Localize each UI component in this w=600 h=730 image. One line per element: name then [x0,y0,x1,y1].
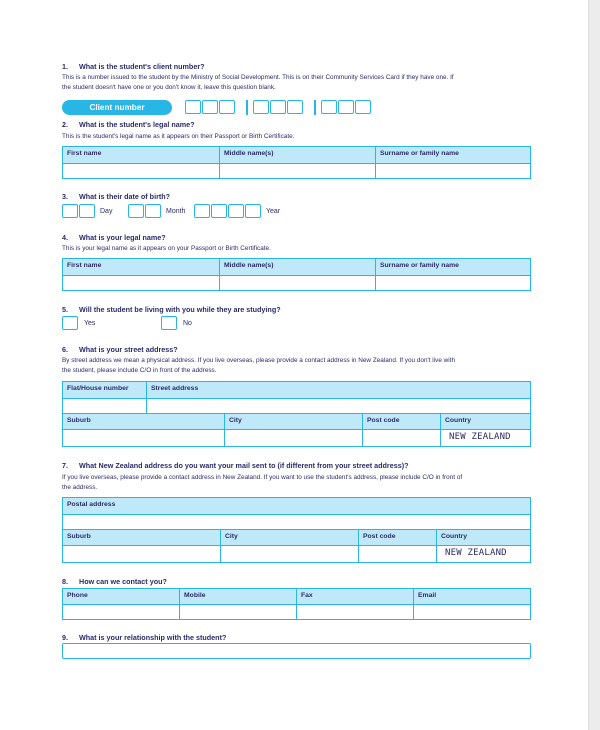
q7-desc-line1: If you live overseas, please provide a contact address in New Zealand. If you want to use the student's address, please include C/O in front of [62,474,463,481]
no-checkbox[interactable] [161,316,177,330]
suburb-input[interactable] [63,430,225,446]
col-flat-house-number: Flat/House number [63,382,147,399]
q2-desc: This is the student's legal name as it appears on their Passport or Birth Certificate. [62,133,295,140]
col-surname: Surname or family name [376,259,530,276]
q5-title-text: Will the student be living with you while they are studying? [79,305,281,314]
dob-day-label: Day [100,208,113,215]
post-code-input[interactable] [363,430,441,446]
client-number-label: Client number [62,100,172,115]
col-city: City [221,530,359,546]
city-input[interactable] [225,430,363,446]
dob-day-box-2[interactable] [79,204,95,218]
dob-day-box-1[interactable] [62,204,78,218]
col-street-address: Street address [147,382,530,399]
col-suburb: Suburb [63,414,225,430]
q4-desc: This is your legal name as it appears on your Passport or Birth Certificate. [62,245,271,252]
client-number-box-1[interactable] [185,100,201,114]
parent-surname-input[interactable] [376,276,530,290]
phone-input[interactable] [63,605,180,619]
q6-number: 6. [62,345,68,354]
col-fax: Fax [297,589,414,605]
street-address-grid [62,381,531,447]
q3-title [62,192,170,201]
postal-post-code-input[interactable] [359,546,437,562]
email-input[interactable] [414,605,530,619]
col-post-code: Post code [363,414,441,430]
q5-title [62,305,281,314]
yes-checkbox[interactable] [62,316,78,330]
dob-month-label: Month [166,208,186,215]
q5-number: 5. [62,305,68,314]
postal-country-input[interactable] [437,546,530,562]
postal-address-input[interactable] [63,515,530,530]
client-number-box-4[interactable] [253,100,269,114]
col-middle-name: Middle name(s) [220,259,376,276]
q9-title-text: What is your relationship with the student? [79,633,227,642]
col-surname: Surname or family name [376,147,530,164]
q7-number: 7. [62,461,68,470]
col-middle-name: Middle name(s) [220,147,376,164]
contact-grid [62,588,531,620]
dob-year-box-2[interactable] [211,204,227,218]
q7-title-text: What New Zealand address do you want your mail sent to (if different from your street address)? [79,461,409,470]
dob-year-box-4[interactable] [245,204,261,218]
client-number-box-5[interactable] [270,100,286,114]
client-number-box-8[interactable] [338,100,354,114]
col-first-name: First name [63,259,220,276]
q1-title-text: What is the student's client number? [79,62,205,71]
dob-month-box-1[interactable] [128,204,144,218]
client-number-box-2[interactable] [202,100,218,114]
q1-desc-line1: This is a number issued to the student by the Ministry of Social Development. This is on their Community Services Card if they have one. If [62,74,454,81]
parent-first-name-input[interactable] [63,276,220,290]
client-number-separator [246,100,248,115]
country-input[interactable] [441,430,530,446]
street-address-input[interactable] [147,399,530,414]
postal-address-grid [62,497,531,563]
dob-year-label: Year [266,208,281,215]
col-mobile: Mobile [180,589,297,605]
q6-title-text: What is your street address? [79,345,178,354]
student-first-name-input[interactable] [63,164,220,178]
col-phone: Phone [63,589,180,605]
postal-country-value: NEW ZEALAND [445,548,507,558]
q2-title [62,120,195,129]
student-name-grid [62,146,531,179]
student-middle-name-input[interactable] [220,164,376,178]
country-value: NEW ZEALAND [449,432,511,442]
client-number-box-9[interactable] [355,100,371,114]
dob-year-box-3[interactable] [228,204,244,218]
client-number-box-3[interactable] [219,100,235,114]
q9-number: 9. [62,633,68,642]
q4-title-text: What is your legal name? [79,233,166,242]
q2-number: 2. [62,120,68,129]
yes-label: Yes [84,320,96,327]
fax-input[interactable] [297,605,414,619]
postal-suburb-input[interactable] [63,546,221,562]
q4-number: 4. [62,233,68,242]
col-country: Country [437,530,530,546]
q7-title [62,461,408,470]
q9-title [62,633,226,642]
q1-title [62,62,205,71]
col-first-name: First name [63,147,220,164]
postal-city-input[interactable] [221,546,359,562]
q6-desc-line2: the student, please include C/O in front of the address. [62,367,217,374]
dob-month-box-2[interactable] [145,204,161,218]
client-number-box-7[interactable] [321,100,337,114]
parent-name-grid [62,258,531,291]
student-surname-input[interactable] [376,164,530,178]
q6-desc-line1: By street address we mean a physical address. If you live overseas, please provide a contact address in New Zealand. If you don't live with [62,357,456,364]
col-email: Email [414,589,530,605]
q8-title-text: How can we contact you? [79,577,167,586]
col-postal-address: Postal address [63,498,530,515]
col-city: City [225,414,363,430]
col-suburb: Suburb [63,530,221,546]
relationship-input[interactable] [62,643,531,659]
client-number-box-6[interactable] [287,100,303,114]
q6-title [62,345,178,354]
q3-number: 3. [62,192,68,201]
no-label: No [183,320,192,327]
parent-middle-name-input[interactable] [220,276,376,290]
col-country: Country [441,414,530,430]
q3-title-text: What is their date of birth? [79,192,171,201]
dob-year-box-1[interactable] [194,204,210,218]
q1-desc-line2: the student doesn't have one or you don't know it, leave this question blank. [62,84,276,91]
flat-house-number-input[interactable] [63,399,147,414]
client-number-separator [314,100,316,115]
q4-title [62,233,166,242]
scrollbar[interactable] [588,0,600,730]
col-post-code: Post code [359,530,437,546]
q8-number: 8. [62,577,68,586]
q1-number: 1. [62,62,68,71]
mobile-input[interactable] [180,605,297,619]
q8-title [62,577,167,586]
q2-title-text: What is the student's legal name? [79,120,195,129]
q7-desc-line2: the address. [62,484,98,491]
